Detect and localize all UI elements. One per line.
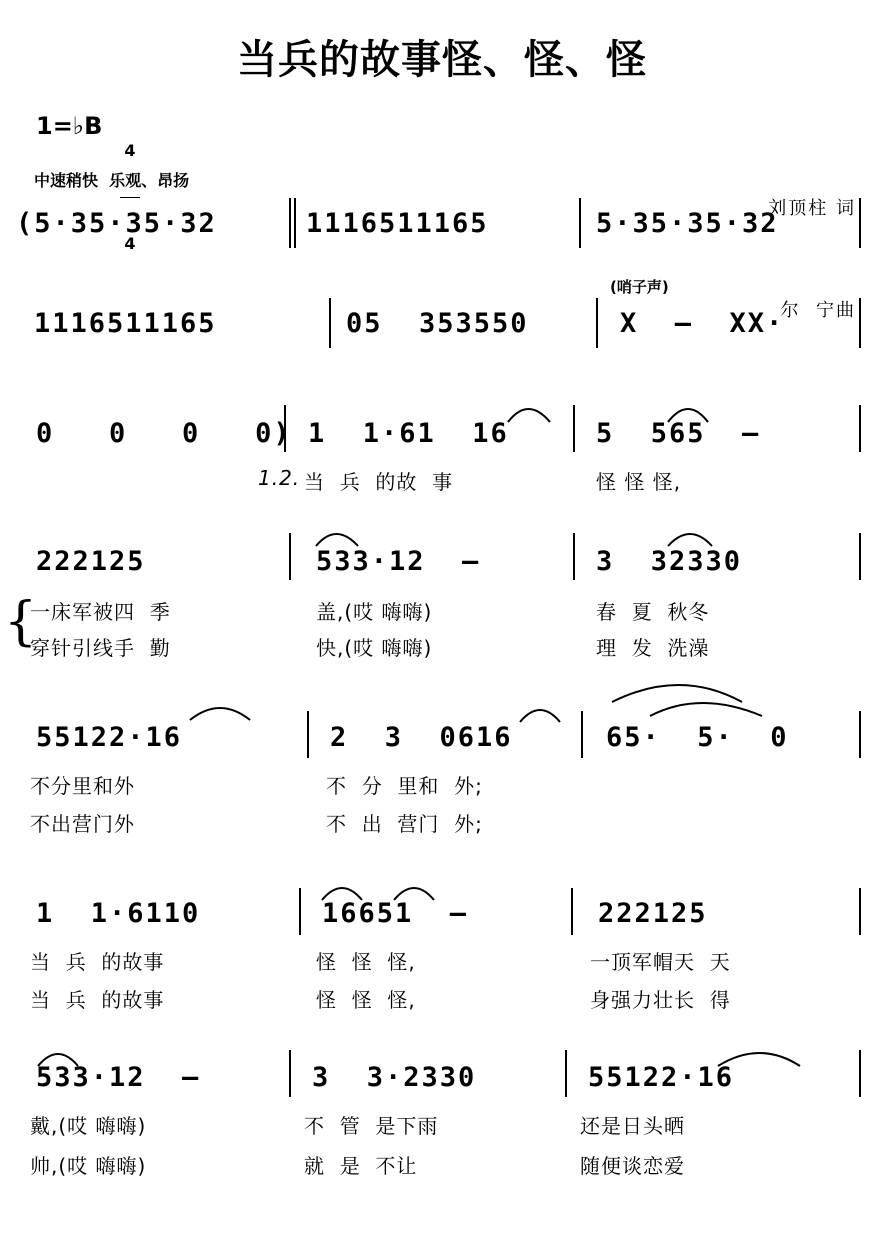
lyric-line: 不 分 里和 外; (326, 774, 483, 798)
measure-2: 1116511165 (306, 208, 489, 239)
measure-21: 55122·16 (588, 1062, 735, 1093)
measure-14: 2 3 0616 (330, 722, 513, 753)
measure-20: 3 3·2330 (312, 1062, 477, 1093)
measure-6: X – XX· (620, 308, 785, 339)
measure-11: 533·12 – (316, 546, 481, 577)
measure-3: 5·35·35·32 (596, 208, 779, 239)
measure-12: 3 32330 (596, 546, 743, 577)
verse-label: 1.2. (258, 466, 301, 490)
lyric-line: 不出营门外 (30, 812, 135, 836)
lyric-line: 理 发 洗澡 (596, 636, 710, 660)
verse-brace: { (4, 592, 38, 652)
lyric-line: 帅,(哎 嗨嗨) (30, 1154, 147, 1178)
composer-credit: 尔 宁曲 (780, 300, 856, 321)
measure-19: 533·12 – (36, 1062, 201, 1093)
lyricist-credit: 刘顶柱 词 (768, 198, 856, 219)
lyric-line: 当 兵 的故 事 (304, 470, 454, 494)
lyric-line: 一顶军帽天 天 (590, 950, 731, 974)
lyric-line: 随便谈恋爱 (580, 1154, 685, 1178)
lyric-line: 不 管 是下雨 (304, 1114, 439, 1138)
measure-5: 05 353550 (346, 308, 529, 339)
measure-10: 222125 (36, 546, 146, 577)
measure-9: 5 565 – (596, 418, 761, 449)
measure-1: (5·35·35·32 (16, 208, 217, 239)
lyric-line: 一床军被四 季 (30, 600, 171, 624)
lyric-line: 怪 怪 怪, (596, 470, 682, 494)
measure-17: 16651 – (322, 898, 469, 929)
lyric-line: 不分里和外 (30, 774, 135, 798)
song-title: 当兵的故事怪、怪、怪 (237, 37, 647, 83)
measure-7: 0 0 0 0) (36, 418, 292, 449)
lyric-line: 还是日头晒 (580, 1114, 685, 1138)
tempo-marking: 中速稍快 乐观、昂扬 (34, 171, 190, 190)
time-signature-bottom: 4 (124, 234, 136, 253)
key-signature: 1=♭B (36, 112, 103, 140)
whistle-annotation: (哨子声) (610, 278, 669, 296)
lyric-line: 怪 怪 怪, (316, 950, 416, 974)
measure-16: 1 1·6110 (36, 898, 201, 929)
measure-18: 222125 (598, 898, 708, 929)
lyric-line: 怪 怪 怪, (316, 988, 416, 1012)
lyric-line: 当 兵 的故事 (30, 950, 165, 974)
lyric-line: 身强力壮长 得 (590, 988, 731, 1012)
measure-15: 65· 5· 0 (606, 722, 789, 753)
lyric-line: 戴,(哎 嗨嗨) (30, 1114, 147, 1138)
lyric-line: 春 夏 秋冬 (596, 600, 710, 624)
lyric-line: 当 兵 的故事 (30, 988, 165, 1012)
lyric-line: 盖,(哎 嗨嗨) (316, 600, 433, 624)
lyric-line: 就 是 不让 (304, 1154, 418, 1178)
measure-13: 55122·16 (36, 722, 183, 753)
time-signature-top: 4 (124, 141, 136, 160)
lyric-line: 不 出 营门 外; (326, 812, 483, 836)
lyric-line: 穿针引线手 勤 (30, 636, 171, 660)
lyric-line: 快,(哎 嗨嗨) (316, 636, 433, 660)
measure-8: 1 1·61 16 (308, 418, 509, 449)
measure-4: 1116511165 (34, 308, 217, 339)
